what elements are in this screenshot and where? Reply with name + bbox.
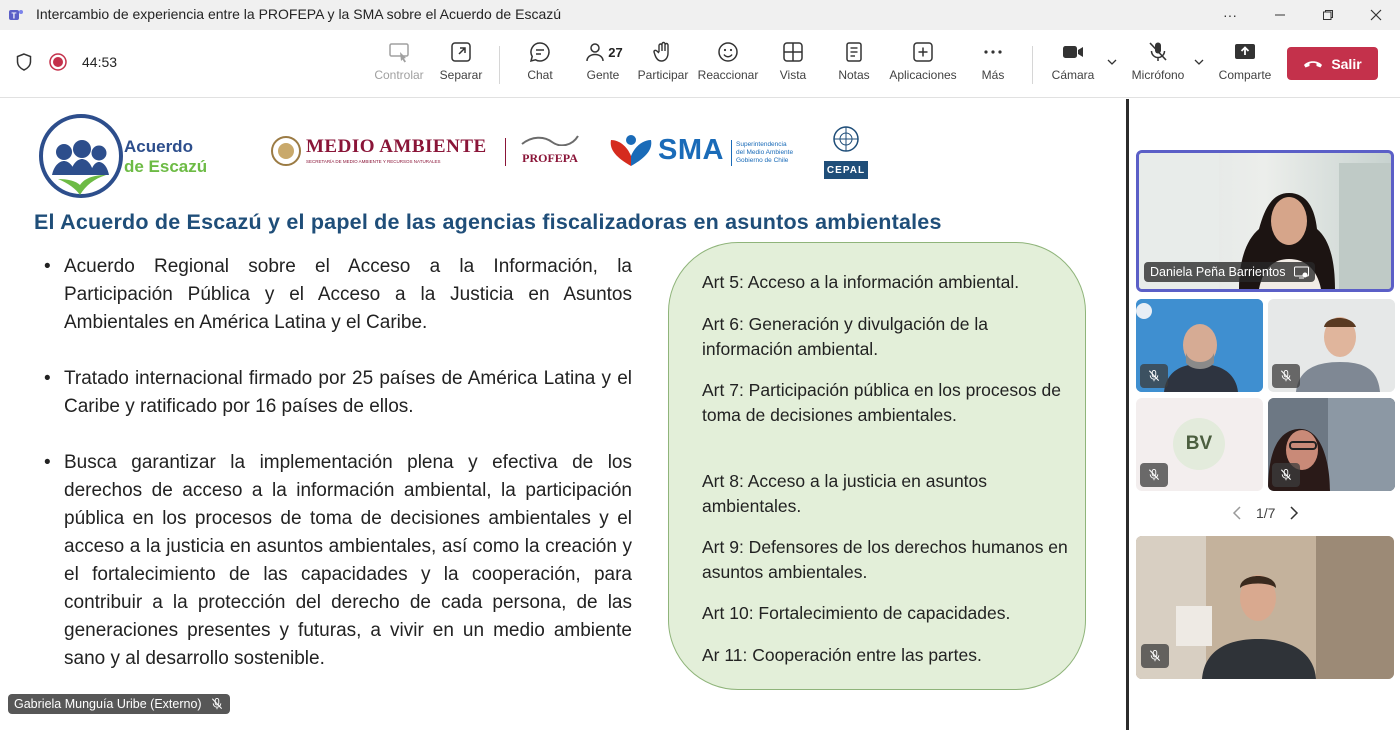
slide-bullet: • Busca garantizar la implementación plena y efectiva de los derechos de acceso a la información ambiental, la participación pública en los procesos de toma de decisiones ambientales y el acceso a la justicia en asuntos ambientales, así como la creación y el fortalecimiento de las capacidades y la cooperación, para contribuir a la protección del derecho de cada persona, de las generaciones presentes y futuras, a vivir en un medio ambiente sano y al desarrollo sostenible. [40, 449, 632, 673]
screen-share-icon [1294, 266, 1309, 279]
chat-icon [528, 40, 552, 64]
article-item: Art 9: Defensores de los derechos humanos en asuntos ambientales. [702, 537, 1068, 582]
raise-hand-icon [651, 40, 675, 64]
sma-logo-text: SMA [658, 134, 724, 166]
mic-off-icon [1147, 369, 1161, 383]
close-window-button[interactable] [1362, 3, 1390, 27]
window-title: Intercambio de experiencia entre la PROFEPA y la SMA sobre el Acuerdo de Escazú [36, 6, 562, 22]
participant-name-chip: Daniela Peña Barrientos [1144, 262, 1315, 282]
chevron-left-icon[interactable] [1232, 506, 1242, 520]
cepal-logo: CEPAL [824, 161, 868, 179]
muted-badge [1140, 364, 1168, 388]
people-icon [583, 40, 607, 64]
slide-heading: El Acuerdo de Escazú y el papel de las agencias fiscalizadoras en asuntos ambientales [34, 210, 942, 234]
people-button[interactable]: 27 Gente [581, 40, 625, 92]
profepa-wave-icon [520, 134, 580, 146]
hang-up-icon [1303, 58, 1323, 70]
restore-button[interactable] [1314, 3, 1342, 27]
control-icon [387, 40, 411, 64]
article-item: Art 10: Fortalecimiento de capacidades. [702, 603, 1011, 623]
mic-off-icon [1279, 369, 1293, 383]
react-button[interactable]: Reaccionar [698, 40, 758, 92]
escazu-logo-text: Acuerdo de Escazú [124, 137, 208, 176]
logo-divider [505, 138, 506, 166]
leave-button[interactable]: Salir [1287, 47, 1378, 80]
un-emblem-icon [831, 124, 861, 154]
profepa-logo: PROFEPA [517, 133, 583, 166]
notes-button[interactable]: Notas [837, 40, 871, 92]
mexico-coat-of-arms-icon [270, 135, 302, 167]
participant-tile[interactable] [1136, 299, 1263, 392]
share-screen-icon [1233, 40, 1257, 64]
gallery-pager [1232, 505, 1299, 521]
svg-text:T: T [11, 11, 17, 21]
toolbar-divider [499, 46, 500, 84]
chat-button[interactable]: Chat [522, 40, 558, 92]
escazu-logo-icon [38, 113, 124, 199]
shield-icon[interactable] [14, 52, 34, 72]
mic-off-icon [210, 697, 224, 711]
muted-badge [1140, 463, 1168, 487]
mic-off-icon [1148, 649, 1162, 663]
mic-options-chevron-icon[interactable] [1193, 56, 1205, 71]
apps-button[interactable]: Aplicaciones [889, 40, 957, 92]
pop-out-button[interactable]: Separar [437, 40, 485, 92]
toolbar-divider [1032, 46, 1033, 84]
article-item: Ar 11: Cooperación entre las partes. [702, 645, 982, 665]
slide-bullet: • Acuerdo Regional sobre el Acceso a la Información, la Participación Pública y el Acceso a la Justicia en Asuntos Ambientales en América Latina y el Caribe. [40, 253, 632, 337]
more-dots-icon [981, 40, 1005, 64]
avatar: BV [1173, 418, 1225, 470]
more-options-icon[interactable]: ··· [1223, 7, 1237, 23]
medio-ambiente-logo: MEDIO AMBIENTE SECRETARÍA DE MEDIO AMBIENTE Y RECURSOS NATURALES [306, 136, 487, 164]
participant-video [1136, 536, 1394, 679]
notes-icon [842, 40, 866, 64]
camera-options-chevron-icon[interactable] [1106, 56, 1118, 71]
recording-icon [48, 52, 68, 72]
logo-divider [731, 140, 732, 166]
participant-tile[interactable] [1268, 299, 1395, 392]
pop-out-icon [449, 40, 473, 64]
smiley-icon [716, 40, 740, 64]
meeting-toolbar [0, 30, 1400, 98]
sma-subtitle: Superintendencia del Medio Ambiente Gobierno de Chile [736, 141, 794, 164]
muted-badge [1141, 644, 1169, 668]
presenter-name-chip: Gabriela Munguía Uribe (Externo) [8, 694, 230, 714]
mic-off-icon [1279, 468, 1293, 482]
slide-bullet-list [40, 253, 632, 701]
add-apps-icon [911, 40, 935, 64]
muted-badge [1272, 463, 1300, 487]
article-item: Art 6: Generación y divulgación de la información ambiental. [702, 314, 988, 359]
active-speaker-tile[interactable] [1136, 150, 1394, 292]
share-button[interactable]: Comparte [1216, 40, 1274, 92]
more-button[interactable]: Más [979, 40, 1007, 92]
view-button[interactable]: Vista [778, 40, 808, 92]
camera-button[interactable]: Cámara [1050, 40, 1096, 92]
people-count: 27 [608, 44, 623, 60]
muted-badge [1272, 364, 1300, 388]
participant-tile[interactable] [1136, 398, 1263, 491]
participant-tile[interactable] [1136, 536, 1394, 679]
microphone-button[interactable]: Micrófono [1128, 40, 1188, 92]
participant-tile[interactable] [1268, 398, 1395, 491]
chevron-right-icon[interactable] [1289, 506, 1299, 520]
slide-bullet: • Tratado internacional firmado por 25 países de América Latina y el Caribe y ratificado por 16 países de ellos. [40, 365, 632, 421]
meeting-timer: 44:53 [82, 54, 118, 70]
mic-off-icon [1147, 468, 1161, 482]
article-item: Art 8: Acceso a la justicia en asuntos ambientales. [702, 471, 988, 516]
raise-hand-button[interactable]: Participar [638, 40, 688, 92]
camera-icon [1061, 40, 1085, 64]
sma-logo-icon [607, 132, 655, 168]
control-button[interactable]: Controlar [373, 40, 425, 92]
article-item: Art 7: Participación pública en los procesos de toma de decisiones ambientales. [702, 380, 1061, 425]
pager-label: 1/7 [1256, 505, 1276, 521]
article-item: Art 5: Acceso a la información ambiental. [702, 272, 1020, 292]
minimize-button[interactable] [1266, 3, 1294, 27]
teams-app-icon [8, 7, 24, 23]
title-bar [0, 0, 1400, 30]
mic-off-icon [1146, 40, 1170, 64]
view-grid-icon [781, 40, 805, 64]
